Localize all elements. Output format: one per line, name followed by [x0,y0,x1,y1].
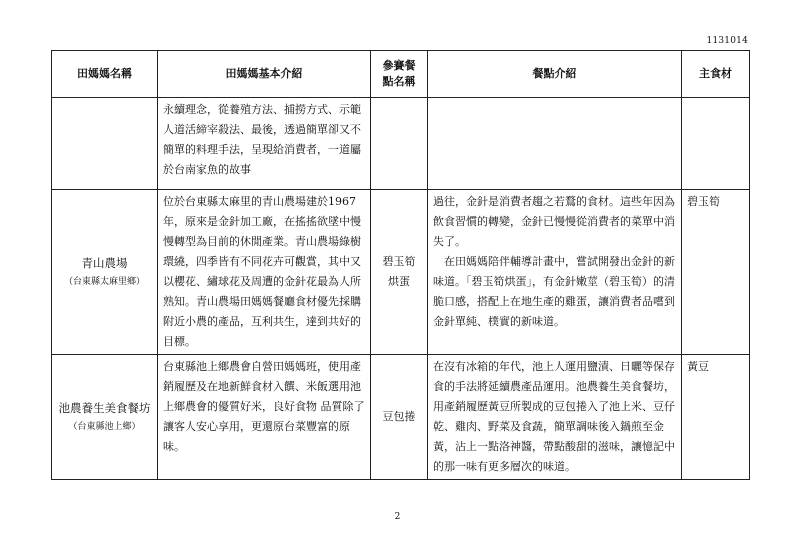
table-header-row [52,51,750,98]
farm-name: 池農養生美食餐坊 [58,401,151,415]
farm-intro-cell: 台東縣池上鄉農會自營田媽媽班，使用產銷履歷及在地新鮮食材入饌、米飯選用池上鄉農會的優質好米，良好食物 品質除了讓客人安心享用，更還原台菜豐富的原味。 [158,355,371,480]
meal-name-cell [371,355,428,480]
farm-meal-table [51,50,750,480]
header-meal-name-line2: 點名稱 [382,75,416,88]
meal-name-cell [371,190,428,355]
meal-intro-cell [428,98,682,190]
farm-intro-cell: 永續理念，從養殖方法、捕撈方式、示範人道活締宰殺法、最後，透過簡單卻又不簡單的料理手法，呈現給消費者，一道屬於台南家魚的故事 [158,98,371,190]
farm-name-cell [52,355,158,480]
header-main-ingredient: 主食材 [682,51,750,98]
farm-name: 青山農場 [81,256,128,270]
main-ingredient-cell: 黃豆 [682,355,750,480]
farm-location: （台東縣池上鄉） [68,422,141,432]
table-row [52,190,750,355]
farm-name-cell [52,98,158,190]
table-row [52,355,750,480]
page-number: 2 [394,512,401,522]
header-meal-name-line1: 參賽餐 [382,59,416,72]
meal-intro-cell [428,355,682,480]
meal-name-line1: 豆包捲 [382,410,416,423]
meal-name-cell [371,98,428,190]
farm-location: （台東縣太麻里鄉） [63,277,145,287]
header-meal-intro: 餐點介紹 [428,51,682,98]
header-farm-intro: 田媽媽基本介紹 [158,51,371,98]
meal-intro-paragraph: 過往，金針是消費者趨之若鶩的食材。這些年因為飲食習慣的轉變，金針已慢慢從消費者的菜單中消失了。 [433,195,675,248]
header-meal-name [371,51,428,98]
document-id: 1131014 [706,36,748,46]
main-ingredient-cell: 碧玉筍 [682,190,750,355]
meal-intro-paragraph: 在田媽媽陪伴輔導計畫中，嘗試開發出金針的新味道。「碧玉筍烘蛋」，有金針嫩莖（碧玉筍）的清脆口感，搭配上在地生產的雞蛋，讓消費者品嚐到金針單純、樸實的新味道。 [433,255,675,328]
farm-name-cell [52,190,158,355]
meal-name-line1: 碧玉筍 [382,255,416,268]
meal-name-line2: 烘蛋 [388,275,410,288]
meal-intro-cell [428,190,682,355]
main-ingredient-cell [682,98,750,190]
farm-intro-cell: 位於台東縣太麻里的青山農場建於1967年，原來是金針加工廠，在搖搖欲墜中慢慢轉型為目前的休閒產業。青山農場綠樹環繞，四季皆有不同花卉可觀賞，其中又以櫻花、繡球花及周遭的金針花最為人所熟知。青山農場田媽媽餐廳食材優先採購附近小農的產品，互利共生，達到共好的目標。 [158,190,371,355]
table-row [52,98,750,190]
meal-intro-paragraph: 在沒有冰箱的年代，池上人運用鹽漬、日曬等保存食的手法將延續農產品運用。池農養生美食餐坊，用產銷履歷黃豆所製成的豆包捲入了池上米、豆仔乾、雞肉、野菜及食蔬，簡單調味後入鍋煎至金黃，沾上一點洛神醬，帶點酸甜的滋味，讓憶記中的那一味有更多層次的味道。 [433,360,675,473]
header-farm-name: 田媽媽名稱 [52,51,158,98]
